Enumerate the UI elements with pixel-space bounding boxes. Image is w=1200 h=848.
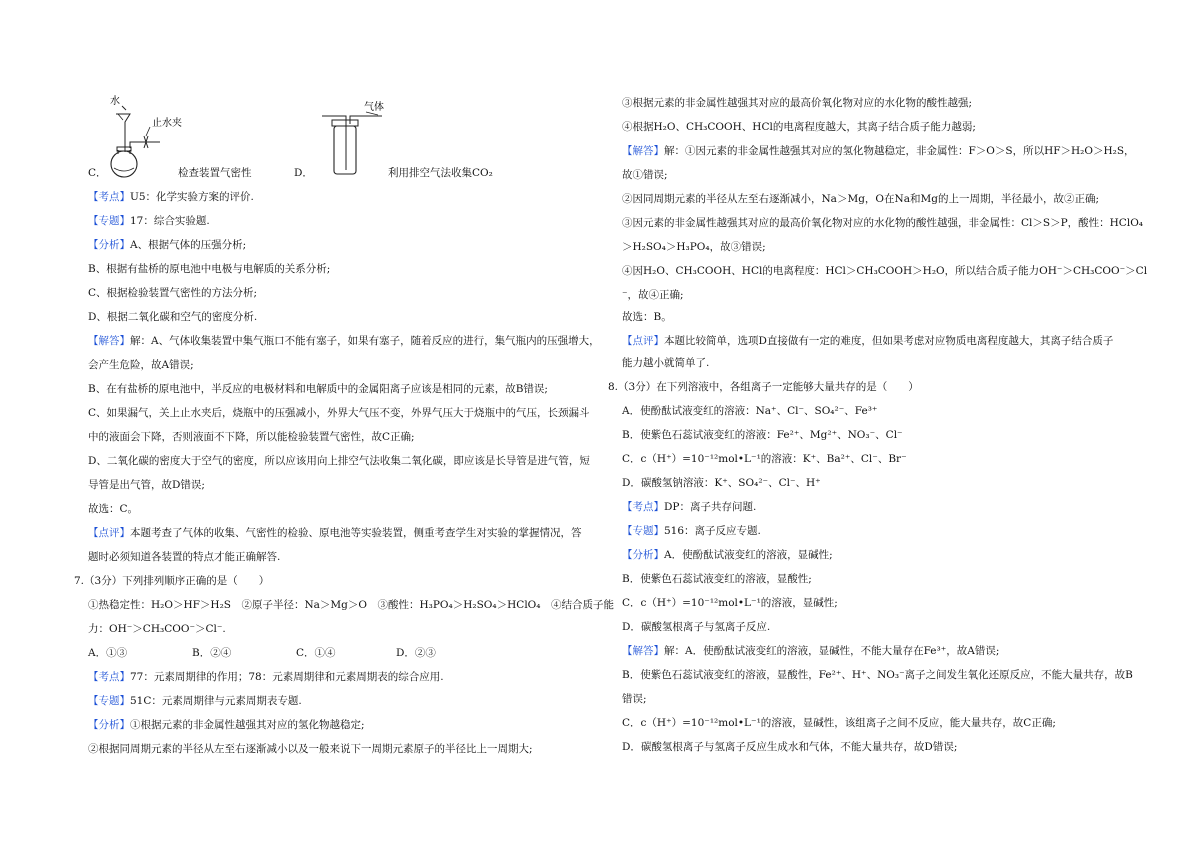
q7-fenxi2: ②根据同周期元素的半径从左至右逐渐减小以及一般来说下一周期元素原子的半径比上一周期大;	[88, 743, 533, 755]
q7-answer: 故选：B。	[622, 311, 672, 323]
gas-bottle-drawing	[316, 98, 396, 178]
q7-dianping2: 能力越小就简单了.	[622, 357, 710, 369]
q6-jieda-b: B、在有盐桥的原电池中，半反应的电极材料和电解质中的金属阳离子应该是相同的元素，故B错误;	[88, 383, 548, 395]
q6-zhuanti-line	[88, 214, 210, 228]
q6-jieda-c2: 中的液面会下降，否则液面不下降，所以能检验装置气密性，故C正确;	[88, 431, 415, 443]
q6-dianping-tag: 【点评】	[88, 527, 130, 539]
q7-jieda-line	[622, 144, 1135, 158]
q6-jieda-line	[88, 334, 600, 348]
q7-jieda3b: ＞H₂SO₄＞H₃PO₄，故③错误;	[622, 241, 766, 253]
q8-jieda-b1: B．使紫色石蕊试液变红的溶液，显酸性，Fe²⁺、H⁺、NO₃⁻离子之间发生氧化还原反应，不能大量共存，故B	[622, 669, 1133, 681]
q7-option-b: B．②④	[192, 647, 232, 659]
q7-items-line1: ①热稳定性：H₂O＞HF＞H₂S ②原子半径：Na＞Mg＞O ③酸性：H₃PO₄＞H₂SO₄＞HClO₄ ④结合质子能	[88, 599, 614, 611]
q7-kaodian-line	[88, 670, 444, 684]
q6-zhuanti-tag: 【专题】	[88, 215, 130, 227]
q7-jieda1b: 故①错误;	[622, 169, 668, 181]
q6-fenxi-d: D、根据二氧化碳和空气的密度分析.	[88, 311, 258, 323]
q8-option-c: C．c（H⁺）=10⁻¹²mol•L⁻¹的溶液：K⁺、Ba²⁺、Cl⁻、Br⁻	[622, 453, 907, 465]
q8-jieda-c: C．c（H⁺）=10⁻¹²mol•L⁻¹的溶液，显碱性，该组离子之间不反应，能大量共存，故C正确;	[622, 717, 1056, 729]
clamp-label: 止水夹	[152, 118, 182, 129]
q6-fenxi-a: A、根据气体的压强分析;	[130, 239, 247, 251]
q8-jieda-d: D．碳酸氢根离子与氢离子反应生成水和气体，不能大量共存，故D错误;	[622, 741, 958, 753]
q7-fenxi3: ③根据元素的非金属性越强其对应的最高价氧化物对应的水化物的酸性越强;	[622, 97, 973, 109]
q7-fenxi1: ①根据元素的非金属性越强其对应的氢化物越稳定;	[130, 719, 365, 731]
q8-zhuanti-tag: 【专题】	[622, 525, 664, 537]
q8-jieda-line	[622, 644, 999, 658]
figure-c-letter: C．	[88, 167, 107, 179]
q7-kaodian-tag: 【考点】	[88, 671, 130, 683]
q6-answer: 故选：C。	[88, 503, 139, 515]
q6-jieda-a1: 解：A、气体收集装置中集气瓶口不能有塞子，如果有塞子，随着反应的进行，集气瓶内的压强增大，	[130, 335, 600, 347]
q6-jieda-c1: C、如果漏气，关上止水夹后，烧瓶中的压强减小，外界大气压不变，外界气压大于烧瓶中的气压，长颈漏斗	[88, 407, 590, 419]
q8-kaodian-line	[622, 500, 756, 514]
q6-fenxi-c: C、根据检验装置气密性的方法分析;	[88, 287, 258, 299]
q6-dianping2: 题时必须知道各装置的特点才能正确解答.	[88, 551, 281, 563]
q6-fenxi-line	[88, 238, 246, 252]
q7-jieda-tag: 【解答】	[622, 145, 664, 157]
q6-kaodian-text: U5：化学实验方案的评价.	[130, 191, 254, 203]
q6-kaodian-line	[88, 190, 254, 204]
q6-jieda-d1: D、二氧化碳的密度大于空气的密度，所以应该用向上排空气法收集二氧化碳，即应该是长导管是进气管，短	[88, 455, 590, 467]
q6-fenxi-tag: 【分析】	[88, 239, 130, 251]
q8-fenxi-c: C．c（H⁺）=10⁻¹²mol•L⁻¹的溶液，显碱性;	[622, 597, 838, 609]
q7-jieda4a: ④因H₂O、CH₃COOH、HCl的电离程度：HCl＞CH₃COOH＞H₂O，所以结合质子能力OH⁻＞CH₃COO⁻＞Cl	[622, 265, 1148, 277]
q8-zhuanti-text: 516：离子反应专题.	[664, 525, 761, 537]
q7-zhuanti-line	[88, 694, 302, 708]
q6-jieda-a2: 会产生危险，故A错误;	[88, 359, 194, 371]
q7-stem: 7.（3分）下列排列顺序正确的是（ ）	[74, 575, 270, 587]
q6-dianping-line	[88, 526, 582, 540]
q8-kaodian-tag: 【考点】	[622, 501, 664, 513]
q6-zhuanti-text: 17：综合实验题.	[130, 215, 210, 227]
q6-jieda-tag: 【解答】	[88, 335, 130, 347]
water-label: 水	[110, 96, 120, 107]
q6-fenxi-b: B、根据有盐桥的原电池中电极与电解质的关系分析;	[88, 263, 331, 275]
q7-dianping1: 本题比较简单，选项D直接做有一定的难度，但如果考虑对应物质电离程度越大，其离子结合质子	[664, 335, 1114, 347]
q8-fenxi-a: A．使酚酞试液变红的溶液，显碱性;	[664, 549, 833, 561]
q7-jieda2: ②因同周期元素的半径从左至右逐渐减小，Na＞Mg，O在Na和Mg的上一周期，半径最小，故②正确;	[622, 193, 1099, 205]
q7-dianping-line	[622, 334, 1113, 348]
q8-jieda-tag: 【解答】	[622, 645, 664, 657]
q8-zhuanti-line	[622, 524, 761, 538]
q7-fenxi-tag: 【分析】	[88, 719, 130, 731]
q7-option-d: D．②③	[396, 647, 436, 659]
q8-jieda-a: 解：A．使酚酞试液变红的溶液，显碱性，不能大量存在Fe³⁺，故A错误;	[664, 645, 1000, 657]
figure-d-caption: 利用排空气法收集CO₂	[388, 167, 493, 179]
q7-fenxi-line	[88, 718, 365, 732]
q8-kaodian-text: DP：离子共存问题.	[664, 501, 757, 513]
q8-option-a: A．使酚酞试液变红的溶液：Na⁺、Cl⁻、SO₄²⁻、Fe³⁺	[622, 405, 878, 417]
q7-zhuanti-tag: 【专题】	[88, 695, 130, 707]
q7-option-a: A．①③	[88, 647, 128, 659]
q8-jieda-b2: 错误;	[622, 693, 647, 705]
q6-kaodian-tag: 【考点】	[88, 191, 130, 203]
gas-label: 气体	[364, 102, 384, 113]
q8-fenxi-d: D．碳酸氢根离子与氢离子反应.	[622, 621, 771, 633]
q7-kaodian-text: 77：元素周期律的作用；78：元素周期律和元素周期表的综合应用.	[130, 671, 444, 683]
q7-items-line2: 力：OH⁻＞CH₃COO⁻＞Cl⁻.	[88, 623, 226, 635]
figure-c-caption: 检查装置气密性	[178, 167, 252, 179]
q7-jieda4b: ⁻，故④正确;	[622, 289, 684, 301]
q7-option-c: C．①④	[296, 647, 336, 659]
q8-fenxi-b: B．使紫色石蕊试液变红的溶液，显酸性;	[622, 573, 812, 585]
q8-fenxi-tag: 【分析】	[622, 549, 664, 561]
q8-stem: 8.（3分）在下列溶液中，各组离子一定能够大量共存的是（ ）	[608, 381, 919, 393]
figure-d-letter: D．	[294, 167, 313, 179]
figure-d-gas-collection	[316, 98, 396, 178]
q6-dianping1: 本题考查了气体的收集、气密性的检验、原电池等实验装置，侧重考查学生对实验的掌握情况，答	[130, 527, 582, 539]
q8-fenxi-line	[622, 548, 833, 562]
q7-dianping-tag: 【点评】	[622, 335, 664, 347]
q8-option-b: B．使紫色石蕊试液变红的溶液：Fe²⁺、Mg²⁺、NO₃⁻、Cl⁻	[622, 429, 903, 441]
q7-jieda3a: ③因元素的非金属性越强其对应的最高价氧化物对应的水化物的酸性越强，非金属性：Cl＞S＞P，酸性：HClO₄	[622, 217, 1144, 229]
q6-jieda-d2: 导管是出气管，故D错误;	[88, 479, 205, 491]
q7-jieda1a: 解：①因元素的非金属性越强其对应的氢化物越稳定，非金属性：F＞O＞S，所以HF＞H₂O＞H₂S，	[664, 145, 1135, 157]
q8-option-d: D．碳酸氢钠溶液：K⁺、SO₄²⁻、Cl⁻、H⁺	[622, 477, 821, 489]
q7-fenxi4: ④根据H₂O、CH₃COOH、HCl的电离程度越大，其离子结合质子能力越弱;	[622, 121, 976, 133]
q7-zhuanti-text: 51C：元素周期律与元素周期表专题.	[130, 695, 302, 707]
